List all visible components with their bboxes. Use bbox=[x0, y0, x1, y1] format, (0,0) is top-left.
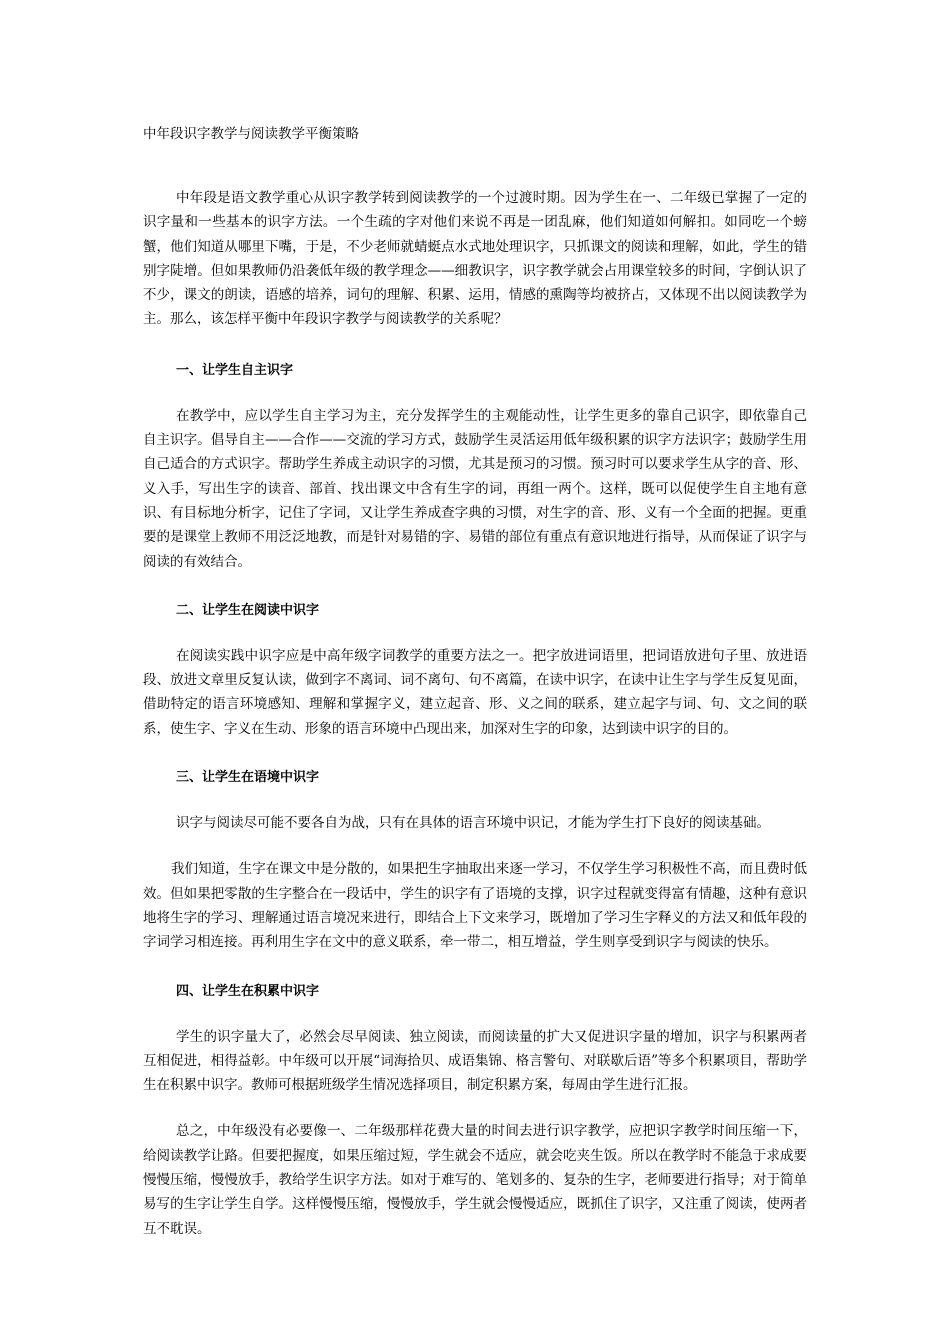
section-heading: 三、让学生在语境中识字 bbox=[176, 770, 320, 786]
section-paragraph: 学生的识字量大了，必然会尽早阅读、独立阅读，而阅读量的扩大又促进识字量的增加，识字与积累两者互相促进，相得益彰。中年级可以开展“词海拾贝、成语集锦、格言警句、对联歇后语”等多个积累项目，帮助学生在积累中识字。教师可根据班级学生情况选择项目，制定积累方案，每周由学生进行汇报。 bbox=[143, 1028, 807, 1094]
section-paragraph: 在教学中，应以学生自主学习为主，充分发挥学生的主观能动性，让学生更多的靠自己识字，即依靠自己自主识字。倡导自主——合作——交流的学习方式，鼓励学生灵活运用低年级积累的识字方法识字；鼓励学生用自己适合的方式识字。帮助学生养成主动识字的习惯，尤其是预习的习惯。预习时可以要求学生从字的音、形、义入手，写出生字的读音、部首、找出课文中含有生字的词，再组一两个。这样，既可以促使学生自主地有意识、有目标地分析字，记住了字词，又让学生养成查字典的习惯，对生字的音、形、义有一个全面的把握。更重要的是课堂上教师不用泛泛地教，而是针对易错的字、易错的部位有重点有意识地进行指导，从而保证了识字与阅读的有效结合。 bbox=[143, 407, 807, 570]
section-1 bbox=[143, 360, 807, 574]
section-2 bbox=[143, 600, 807, 741]
section-paragraph: 我们知道，生字在课文中是分散的，如果把生字抽取出来逐一学习，不仅学生学习积极性不高，而且费时低效。但如果把零散的生字整合在一段话中，学生的识字有了语境的支撑，识字过程就变得富有情趣，这种有意识地将生字的学习、理解通过语言境况来进行，即结合上下文来学习，既增加了学习生字释义的方法又和低年段的字词学习相连接。再利用生字在文中的意义联系，牵一带二，相互增益，学生则享受到识字与阅读的快乐。 bbox=[143, 861, 807, 951]
section-paragraph: 在阅读实践中识字应是中高年级字词教学的重要方法之一。把字放进词语里，把词语放进句子里、放进语段、放进文章里反复认读，做到字不离词、词不离句、句不离篇，在读中识字，在读中让生字与学生反复见面，借助特定的语言环境感知、理解和掌握字义，建立起音、形、义之间的联系，建立起字与词、句、文之间的联系，使生字、字义在生动、形象的语言环境中凸现出来，加深对生字的印象，达到读中识字的目的。 bbox=[143, 647, 807, 737]
section-paragraph: 总之，中年级没有必要像一、二年级那样花费大量的时间去进行识字教学，应把识字教学时间压缩一下，给阅读教学让路。但要把握度，如果压缩过短，学生就会不适应，就会吃夹生饭。所以在教学时不能急于求成要慢慢压缩，慢慢放手，教给学生识字方法。如对于难写的、笔划多的、复杂的生字，老师要进行指导；对于简单易写的生字让学生自学。这样慢慢压缩，慢慢放手，学生就会慢慢适应，既抓住了识字，又注重了阅读，使两者互不耽误。 bbox=[143, 1123, 807, 1237]
document-page bbox=[143, 122, 807, 1267]
section-3 bbox=[143, 767, 807, 954]
intro-paragraph: 中年段是语文教学重心从识字教学转到阅读教学的一个过渡时期。因为学生在一、二年级已掌握了一定的识字量和一些基本的识字方法。一个生疏的字对他们来说不再是一团乱麻，他们知道如何解扣。如同吃一个螃蟹，他们知道从哪里下嘴，于是，不少老师就蜻蜓点水式地处理识字，只抓课文的阅读和理解，如此，学生的错别字陡增。但如果教师仍沿袭低年级的教学理念——细教识字，识字教学就会占用课堂较多的时间，字倒认识了不少，课文的朗读，语感的培养，词句的理解、积累、运用，情感的熏陶等均被挤占，又体现不出以阅读教学为主。那么，该怎样平衡中年段识字教学与阅读教学的关系呢？ bbox=[143, 190, 807, 328]
document-title: 中年段识字教学与阅读教学平衡策略 bbox=[143, 126, 359, 142]
section-paragraph: 识字与阅读尽可能不要各自为战，只有在具体的语言环境中识记，才能为学生打下良好的阅读基础。 bbox=[176, 815, 770, 832]
section-heading: 四、让学生在积累中识字 bbox=[176, 983, 320, 999]
section-4 bbox=[143, 981, 807, 1241]
section-heading: 二、让学生在阅读中识字 bbox=[176, 602, 320, 618]
section-heading: 一、让学生自主识字 bbox=[176, 362, 294, 378]
